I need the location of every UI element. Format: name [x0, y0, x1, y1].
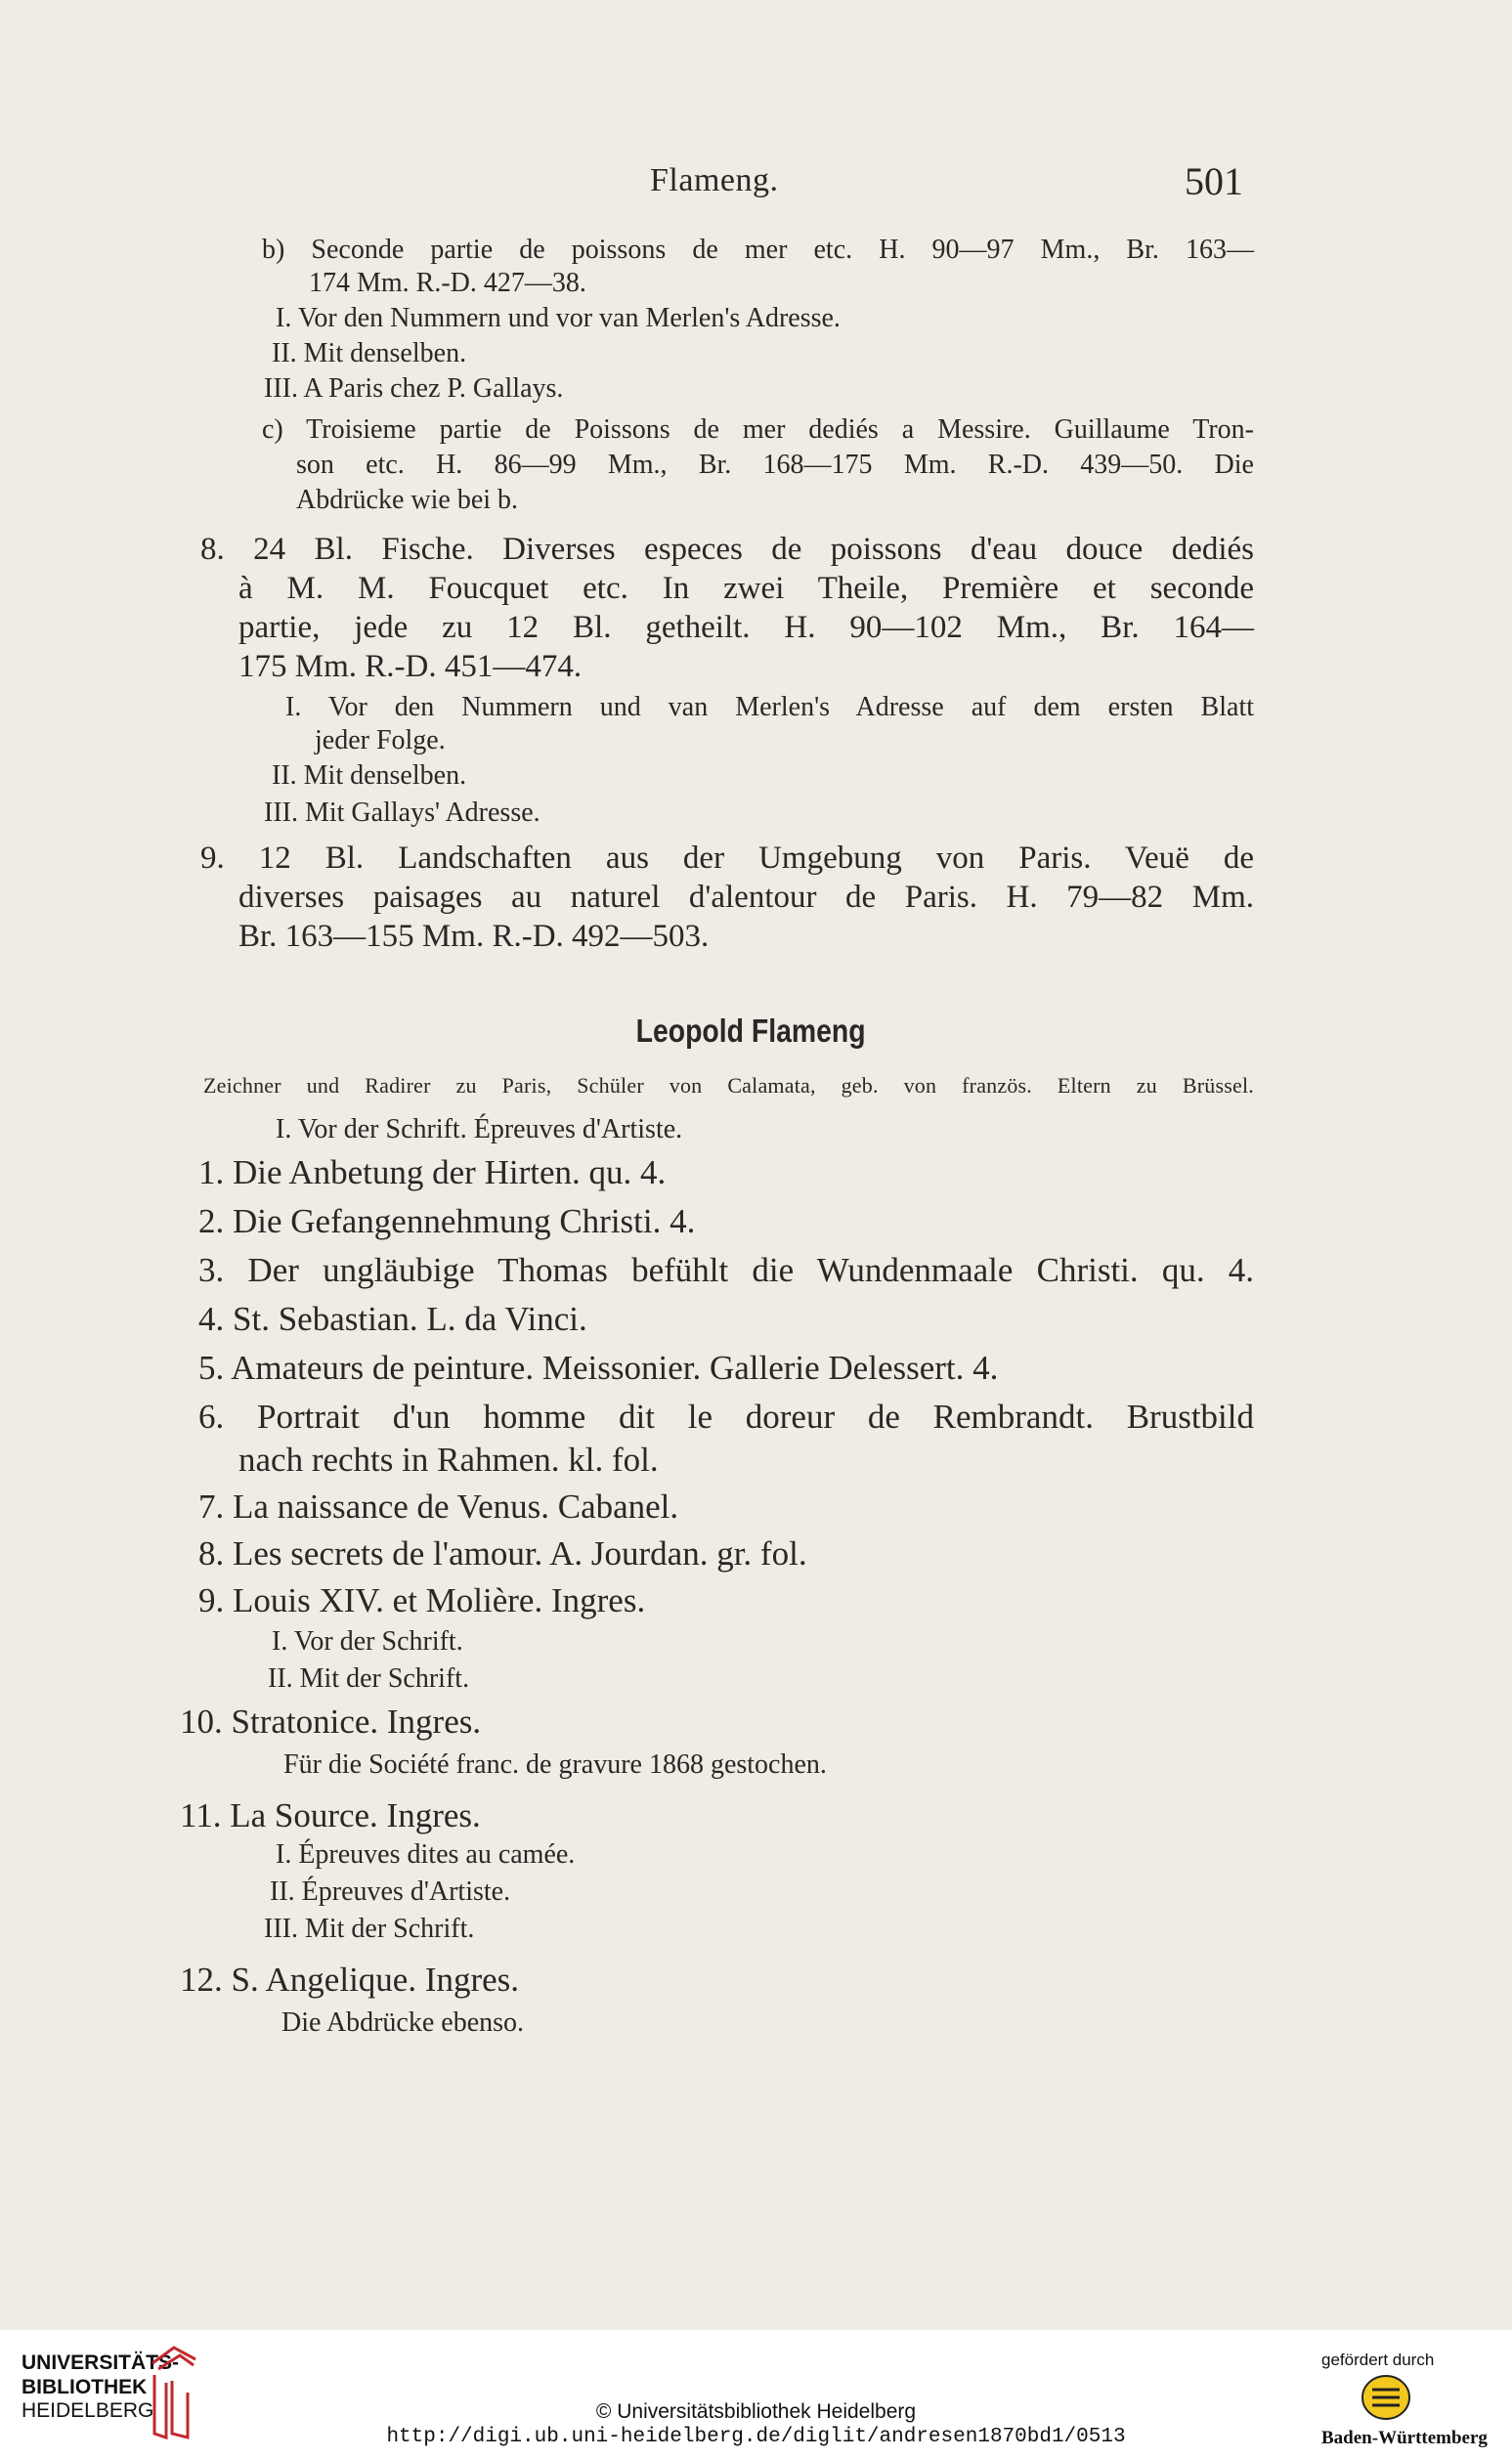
work-note: Die Abdrücke ebenso.	[281, 2007, 525, 2038]
funded-by-label: gefördert durch	[1321, 2351, 1435, 2369]
state-line: II. Mit der Schrift.	[268, 1663, 470, 1694]
section-title: Leopold Flameng	[635, 1013, 866, 1049]
work-item: 2. Die Gefangennehmung Christi. 4.	[198, 1202, 696, 1240]
state-line: II. Mit denselben.	[272, 760, 467, 791]
entry-9-line: diverses paisages au naturel d'alentour de Paris. H. 79—82 Mm.	[238, 880, 1254, 915]
state-line: I. Vor den Nummern und van Merlen's Adresse auf dem ersten Blatt	[285, 692, 1254, 722]
library-name: UNIVERSITÄTS- BIBLIOTHEK	[22, 2351, 180, 2398]
state-line: III. A Paris chez P. Gallays.	[264, 373, 564, 404]
artist-description: Zeichner und Radirer zu Paris, Schüler von Calamata, geb. von französ. Eltern zu Brüssel.	[203, 1073, 1254, 1098]
entry-b-line: b) Seconde partie de poissons de mer etc. H. 90—97 Mm., Br. 163—	[262, 235, 1254, 265]
work-item: 7. La naissance de Venus. Cabanel.	[198, 1488, 679, 1526]
state-line: III. Mit der Schrift.	[264, 1914, 475, 1944]
work-item: 1. Die Anbetung der Hirten. qu. 4.	[198, 1153, 667, 1191]
state-heading: I. Vor der Schrift. Épreuves d'Artiste.	[276, 1114, 683, 1144]
entry-8-line: 175 Mm. R.-D. 451—474.	[238, 649, 583, 684]
entry-c-line: Abdrücke wie bei b.	[296, 485, 519, 515]
state-line: I. Vor der Schrift.	[272, 1626, 463, 1657]
state-line: I. Vor den Nummern und vor van Merlen's Adresse.	[276, 303, 841, 333]
work-item: 3. Der ungläubige Thomas befühlt die Wundenmaale Christi. qu. 4.	[198, 1251, 1254, 1289]
state-line: I. Épreuves dites au camée.	[276, 1839, 576, 1870]
entry-9-line: Br. 163—155 Mm. R.-D. 492—503.	[238, 919, 710, 954]
coat-of-arms-icon	[1361, 2373, 1411, 2422]
work-item: 6. Portrait d'un homme dit le doreur de Rembrandt. Brustbild	[198, 1398, 1254, 1436]
state-line: III. Mit Gallays' Adresse.	[264, 798, 540, 828]
funder-name: Baden-Württemberg	[1321, 2428, 1488, 2448]
copyright-notice: © Universitätsbibliothek Heidelberg	[595, 2400, 917, 2423]
work-item: 5. Amateurs de peinture. Meissonier. Gallerie Delessert. 4.	[198, 1349, 999, 1387]
entry-8-line: à M. M. Foucquet etc. In zwei Theile, Première et seconde	[238, 571, 1254, 606]
state-line: II. Épreuves d'Artiste.	[270, 1877, 511, 1907]
work-item: 9. Louis XIV. et Molière. Ingres.	[198, 1581, 646, 1619]
work-item: 12. S. Angelique. Ingres.	[180, 1961, 520, 1999]
work-note: Für die Société franc. de gravure 1868 gestochen.	[283, 1749, 827, 1780]
state-line: II. Mit denselben.	[272, 338, 467, 368]
entry-c-line: c) Troisieme partie de Poissons de mer dediés a Messire. Guillaume Tron-	[262, 414, 1254, 445]
state-line: jeder Folge.	[315, 725, 446, 755]
work-item: 11. La Source. Ingres.	[180, 1796, 481, 1834]
source-url[interactable]: http://digi.ub.uni-heidelberg.de/diglit/andresen1870bd1/0513	[386, 2426, 1126, 2448]
work-item: 10. Stratonice. Ingres.	[180, 1703, 482, 1741]
entry-c-line: son etc. H. 86—99 Mm., Br. 168—175 Mm. R.-D. 439—50. Die	[296, 450, 1254, 480]
work-item: 8. Les secrets de l'amour. A. Jourdan. gr. fol.	[198, 1534, 807, 1573]
work-item: 4. St. Sebastian. L. da Vinci.	[198, 1300, 587, 1338]
running-header: Flameng.	[650, 162, 779, 198]
page-number: 501	[1185, 159, 1243, 203]
entry-9-line: 9. 12 Bl. Landschaften aus der Umgebung von Paris. Veuë de	[200, 841, 1254, 876]
entry-b-line: 174 Mm. R.-D. 427—38.	[309, 268, 586, 298]
entry-8-line: partie, jede zu 12 Bl. getheilt. H. 90—102 Mm., Br. 164—	[238, 610, 1254, 645]
library-city: HEIDELBERG	[22, 2399, 154, 2422]
entry-8-line: 8. 24 Bl. Fische. Diverses especes de poissons d'eau douce dediés	[200, 532, 1254, 567]
work-item: nach rechts in Rahmen. kl. fol.	[238, 1441, 659, 1479]
